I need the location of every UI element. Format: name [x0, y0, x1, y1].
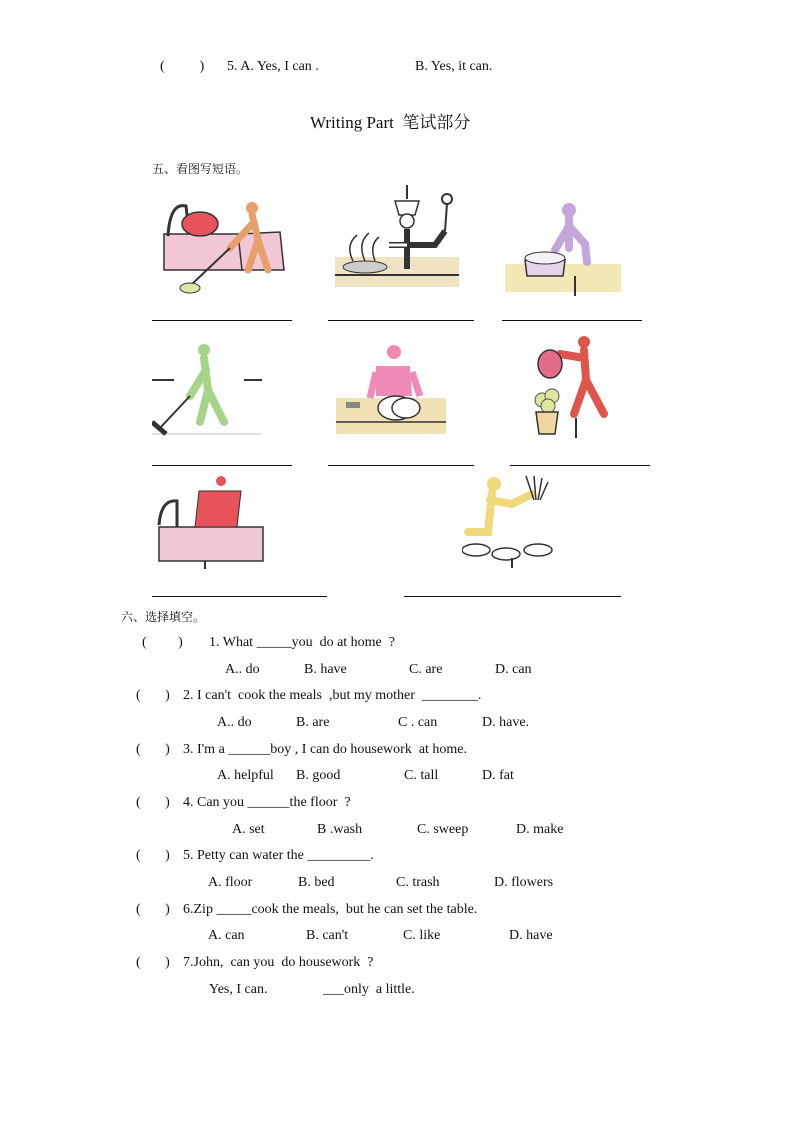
sweep-floor-icon: [152, 342, 272, 442]
q1-paren[interactable]: ( ): [142, 635, 183, 650]
answer-line[interactable]: [510, 465, 650, 466]
q5-option-a: 5. A. Yes, I can .: [227, 59, 319, 74]
writing-part-title: Writing Part 笔试部分: [310, 113, 471, 132]
q6-paren[interactable]: ( ): [136, 902, 170, 917]
q3-option-c: C. tall: [404, 768, 439, 783]
q5b-text: 5. Petty can water the _________.: [183, 848, 374, 863]
section5-heading: 五、看图写短语。: [152, 162, 249, 176]
q4-option-b: B .wash: [317, 822, 363, 837]
answer-line[interactable]: [152, 596, 327, 597]
q7-answer-b: ___only a little.: [323, 982, 415, 997]
mop-floor-icon: [160, 192, 290, 302]
q1-text: 1. What _____you do at home ?: [209, 635, 395, 650]
section6-heading: 六、选择填空。: [121, 610, 206, 624]
q7-paren[interactable]: ( ): [136, 955, 170, 970]
q2-option-c: C . can: [398, 715, 438, 730]
answer-line[interactable]: [328, 320, 474, 321]
q5b-paren[interactable]: ( ): [136, 848, 170, 863]
q3-text: 3. I'm a ______boy , I can do housework at home.: [183, 742, 468, 757]
q4-paren[interactable]: ( ): [136, 795, 170, 810]
q3-paren[interactable]: ( ): [136, 742, 170, 757]
q5b-option-b: B. bed: [298, 875, 335, 890]
q7-text: 7.John, can you do housework ?: [183, 955, 374, 970]
q2-paren[interactable]: ( ): [136, 688, 170, 703]
q1-option-d: D. can: [495, 662, 532, 677]
q2-option-d: D. have.: [482, 715, 530, 730]
answer-line[interactable]: [502, 320, 642, 321]
q5b-option-a: A. floor: [208, 875, 253, 890]
q1-option-a: A.. do: [225, 662, 260, 677]
wash-clothes-icon: [505, 188, 625, 298]
q5b-option-d: D. flowers: [494, 875, 554, 890]
q5b-option-c: C. trash: [396, 875, 440, 890]
q3-option-a: A. helpful: [217, 768, 274, 783]
q3-option-d: D. fat: [482, 768, 514, 783]
answer-line[interactable]: [328, 465, 474, 466]
answer-line[interactable]: [152, 320, 292, 321]
q7-answer-a: Yes, I can.: [209, 982, 268, 997]
set-table-icon: [462, 474, 562, 569]
q4-text: 4. Can you ______the floor ?: [183, 795, 351, 810]
q6-option-a: A. can: [208, 928, 245, 943]
q2-option-a: A.. do: [217, 715, 252, 730]
answer-line[interactable]: [152, 465, 292, 466]
q6-text: 6.Zip _____cook the meals, but he can set the table.: [183, 902, 478, 917]
q6-option-d: D. have: [509, 928, 553, 943]
q5-option-b: B. Yes, it can.: [415, 59, 493, 74]
q4-option-a: A. set: [232, 822, 265, 837]
make-bed-icon: [155, 475, 275, 570]
q4-option-d: D. make: [516, 822, 564, 837]
wash-dishes-icon: [336, 342, 456, 442]
q5-paren[interactable]: ( ): [160, 59, 205, 74]
q6-option-b: B. can't: [306, 928, 349, 943]
q6-option-c: C. like: [403, 928, 441, 943]
q2-option-b: B. are: [296, 715, 330, 730]
q1-option-c: C. are: [409, 662, 443, 677]
q1-option-b: B. have: [304, 662, 347, 677]
cook-meals-icon: [335, 185, 465, 295]
q3-option-b: B. good: [296, 768, 341, 783]
water-flowers-icon: [522, 334, 632, 444]
answer-line[interactable]: [404, 596, 621, 597]
q4-option-c: C. sweep: [417, 822, 469, 837]
q2-text: 2. I can't cook the meals ,but my mother ________.: [183, 688, 482, 703]
